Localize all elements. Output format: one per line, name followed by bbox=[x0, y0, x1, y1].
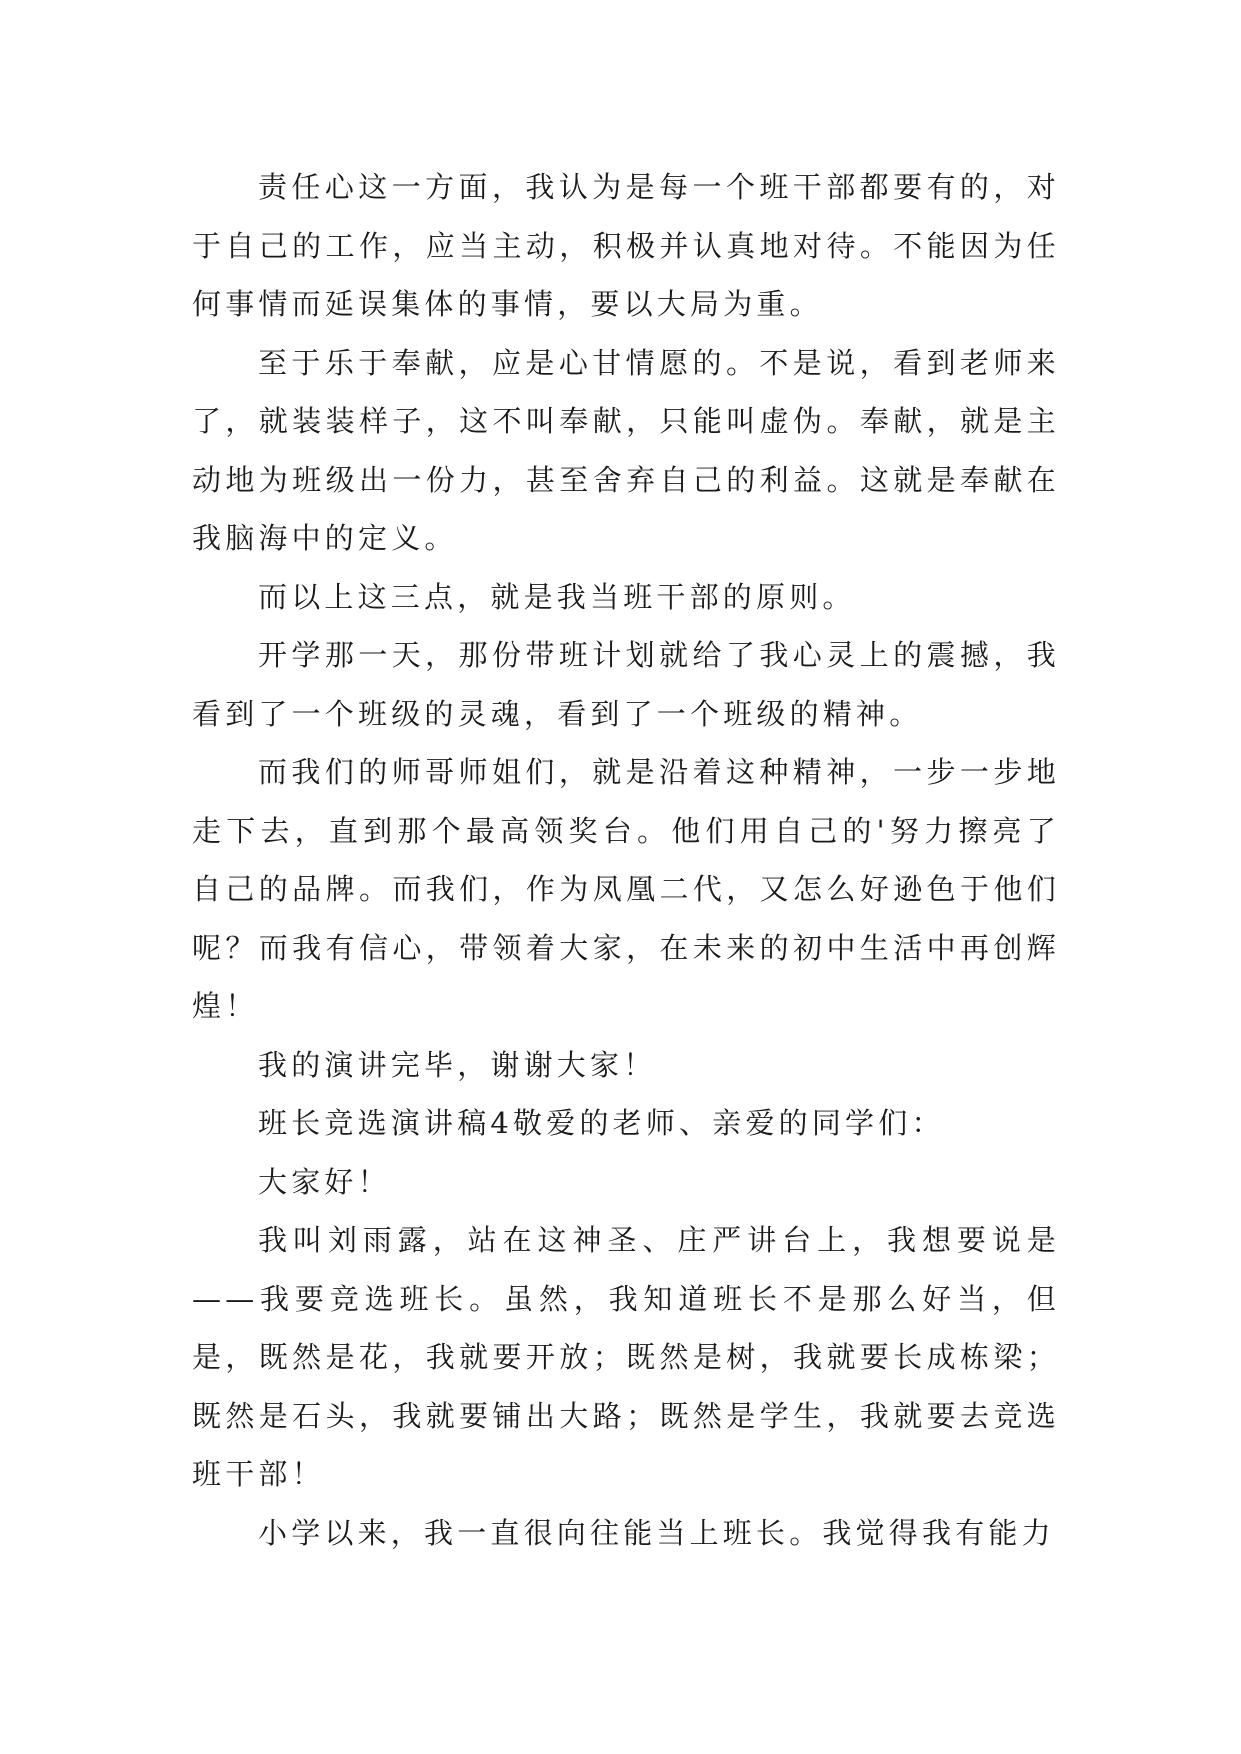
paragraph-closing: 我的演讲完毕，谢谢大家！ bbox=[258, 1047, 657, 1082]
paragraph-speech-4-heading: 班长竞选演讲稿4敬爱的老师、亲爱的同学们： bbox=[258, 1106, 945, 1140]
paragraph-greeting: 大家好！ bbox=[258, 1164, 391, 1199]
paragraph-school-start: 开学那一天，那份带班计划就给了我心灵上的震撼，我看到了一个班级的灵魂，看到了一个班级的精神。 bbox=[192, 638, 1060, 731]
paragraph-responsibility: 责任心这一方面，我认为是每一个班干部都要有的，对于自己的工作，应当主动，积极并认真地对待。不能因为任何事情而延误集体的事情，要以大局为重。 bbox=[192, 170, 1060, 321]
document-body bbox=[192, 158, 1060, 1562]
paragraph-seniors: 而我们的师哥师姐们，就是沿着这种精神，一步一步地走下去，直到那个最高领奖台。他们用自己的'努力擦亮了自己的品牌。而我们，作为凤凰二代，又怎么好逊色于他们呢？而我有信心，带领着大家，在未来的初中生活中再创辉煌！ bbox=[192, 755, 1060, 1023]
paragraph-introduction: 我叫刘雨露，站在这神圣、庄严讲台上，我想要说是——我要竞选班长。虽然，我知道班长不是那么好当，但是，既然是花，我就要开放；既然是树，我就要长成栋梁；既然是石头，我就要铺出大路；既然是学生，我就要去竞选班干部！ bbox=[192, 1223, 1060, 1491]
paragraph-dedication: 至于乐于奉献，应是心甘情愿的。不是说，看到老师来了，就装装样子，这不叫奉献，只能叫虚伪。奉献，就是主动地为班级出一份力，甚至舍弃自己的利益。这就是奉献在我脑海中的定义。 bbox=[192, 345, 1060, 555]
paragraph-principles: 而以上这三点，就是我当班干部的原则。 bbox=[258, 579, 856, 614]
paragraph-aspiration: 小学以来，我一直很向往能当上班长。我觉得我有能力 bbox=[258, 1515, 1055, 1550]
